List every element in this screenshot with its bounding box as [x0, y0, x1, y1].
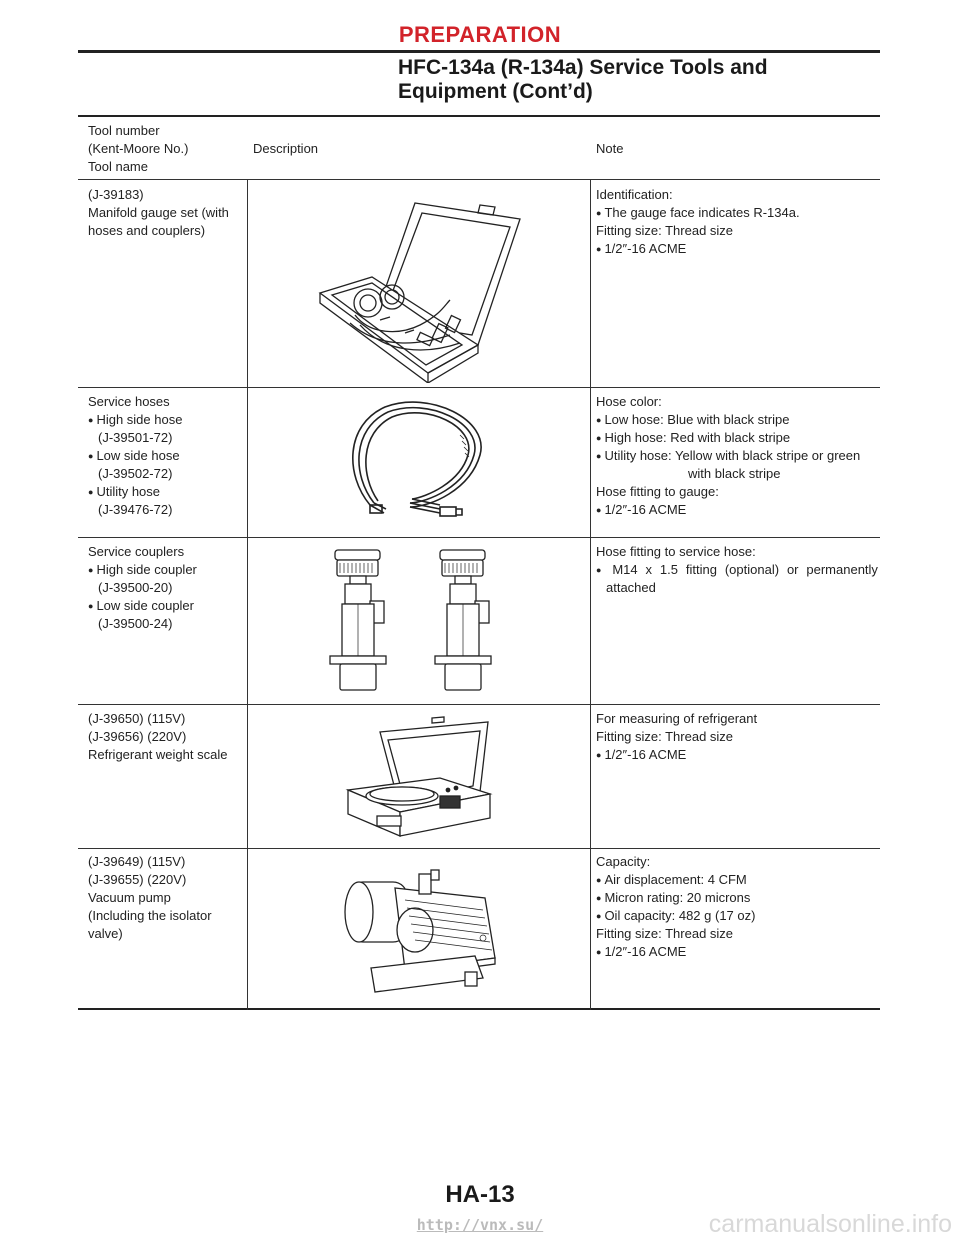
note-word: (optional): [724, 562, 780, 577]
column-divider: [590, 180, 591, 1010]
table-bottom-rule: [78, 1008, 880, 1010]
service-hoses-illustration: [340, 395, 500, 530]
tool-bullet: ● High side hose: [88, 411, 182, 429]
note-bullet: ● Micron rating: 20 microns: [596, 889, 755, 907]
note-line: Hose fitting to gauge:: [596, 484, 719, 499]
tool-line: Service couplers: [88, 544, 185, 559]
note-word: x: [645, 562, 653, 577]
tool-line: Vacuum pump: [88, 890, 171, 905]
note-line: Capacity:: [596, 854, 651, 869]
column-header-tool: [88, 122, 188, 176]
tool-number: (J-39501-72): [98, 430, 173, 445]
column-header-line: Tool name: [88, 159, 148, 174]
manifold-gauge-set-illustration: [310, 185, 540, 383]
vacuum-pump-illustration: [335, 860, 505, 1000]
row-divider: [78, 704, 880, 705]
tool-line: (Including the isolator: [88, 908, 212, 923]
note-cell: [596, 186, 800, 258]
note-bullet: ● Low hose: Blue with black stripe: [596, 411, 860, 429]
note-bullet: ● 1/2″-16 ACME: [596, 240, 800, 258]
note-word: permanently: [806, 562, 878, 577]
note-cell: [596, 393, 860, 519]
note-line: Fitting size: Thread size: [596, 926, 734, 941]
note-bullet: ● High hose: Red with black stripe: [596, 429, 860, 447]
tool-cell: [88, 543, 197, 633]
note-line: For measuring of refrigerant: [596, 711, 758, 726]
column-header-description: Description: [253, 141, 319, 156]
tool-bullet: ● Low side hose: [88, 447, 182, 465]
page-title-line-1: HFC-134a (R-134a) Service Tools and: [398, 56, 768, 79]
tool-line: (J-39649) (115V): [88, 854, 186, 869]
footer-link[interactable]: http://vnx.su/: [416, 1216, 544, 1234]
note-line: Identification:: [596, 187, 673, 202]
note-bullet: ● Air displacement: 4 CFM: [596, 871, 755, 889]
header-bottom-rule: [78, 179, 880, 180]
tool-bullet: ● Low side coupler: [88, 597, 197, 615]
note-bullet: ● 1/2″-16 ACME: [596, 943, 755, 961]
tool-bullet: ● High side coupler: [88, 561, 197, 579]
row-divider: [78, 537, 880, 538]
tool-line: (J-39650) (115V): [88, 711, 186, 726]
tool-line: hoses and couplers): [88, 223, 206, 238]
table-top-rule: [78, 115, 880, 117]
tool-line: Manifold gauge set (with: [88, 205, 229, 220]
note-bullet: ● Utility hose: Yellow with black stripe or green: [596, 447, 860, 465]
tool-cell: [88, 853, 212, 943]
tool-line: Service hoses: [88, 394, 170, 409]
note-bullet: ● The gauge face indicates R-134a.: [596, 204, 800, 222]
watermark: carmanualsonline.info: [708, 1210, 952, 1238]
section-heading: PREPARATION: [398, 22, 562, 47]
refrigerant-weight-scale-illustration: [340, 712, 500, 842]
note-bullet: ● 1/2″-16 ACME: [596, 501, 860, 519]
note-word: 1.5: [659, 562, 678, 577]
note-line: Fitting size: Thread size: [596, 729, 734, 744]
tool-number: (J-39476-72): [98, 502, 173, 517]
column-header-line: Tool number: [88, 123, 160, 138]
tool-line: (J-39183): [88, 187, 144, 202]
note-bullet: [596, 561, 878, 579]
tool-bullet: ● Utility hose: [88, 483, 182, 501]
tool-cell: [88, 710, 227, 764]
note-cell: [596, 710, 757, 764]
tool-line: (J-39656) (220V): [88, 729, 187, 744]
note-line: Hose fitting to service hose:: [596, 544, 756, 559]
column-divider: [247, 180, 248, 1010]
service-couplers-illustration: [320, 545, 520, 695]
tool-number: (J-39500-24): [98, 616, 173, 631]
note-bullet: ● 1/2″-16 ACME: [596, 746, 757, 764]
tool-cell: [88, 186, 229, 240]
row-divider: [78, 848, 880, 849]
note-word: or: [786, 562, 799, 577]
column-header-note: Note: [596, 141, 624, 156]
tool-number: (J-39500-20): [98, 580, 173, 595]
page-title: [398, 56, 768, 104]
page-number: HA-13: [445, 1181, 515, 1208]
note-word: ● M14: [612, 562, 638, 577]
note-continuation: with black stripe: [688, 466, 781, 481]
note-cell: [596, 543, 878, 597]
column-header-line: (Kent-Moore No.): [88, 141, 189, 156]
note-continuation: attached: [606, 580, 656, 595]
tool-line: valve): [88, 926, 123, 941]
tool-cell: [88, 393, 182, 519]
tool-line: (J-39655) (220V): [88, 872, 187, 887]
tool-line: Refrigerant weight scale: [88, 747, 228, 762]
note-word: fitting: [685, 562, 717, 577]
tool-number: (J-39502-72): [98, 466, 173, 481]
header-rule: [78, 50, 880, 53]
note-line: Fitting size: Thread size: [596, 223, 734, 238]
note-bullet: ● Oil capacity: 482 g (17 oz): [596, 907, 755, 925]
page-title-line-2: Equipment (Cont’d): [398, 80, 593, 103]
row-divider: [78, 387, 880, 388]
note-cell: [596, 853, 755, 961]
note-line: Hose color:: [596, 394, 662, 409]
